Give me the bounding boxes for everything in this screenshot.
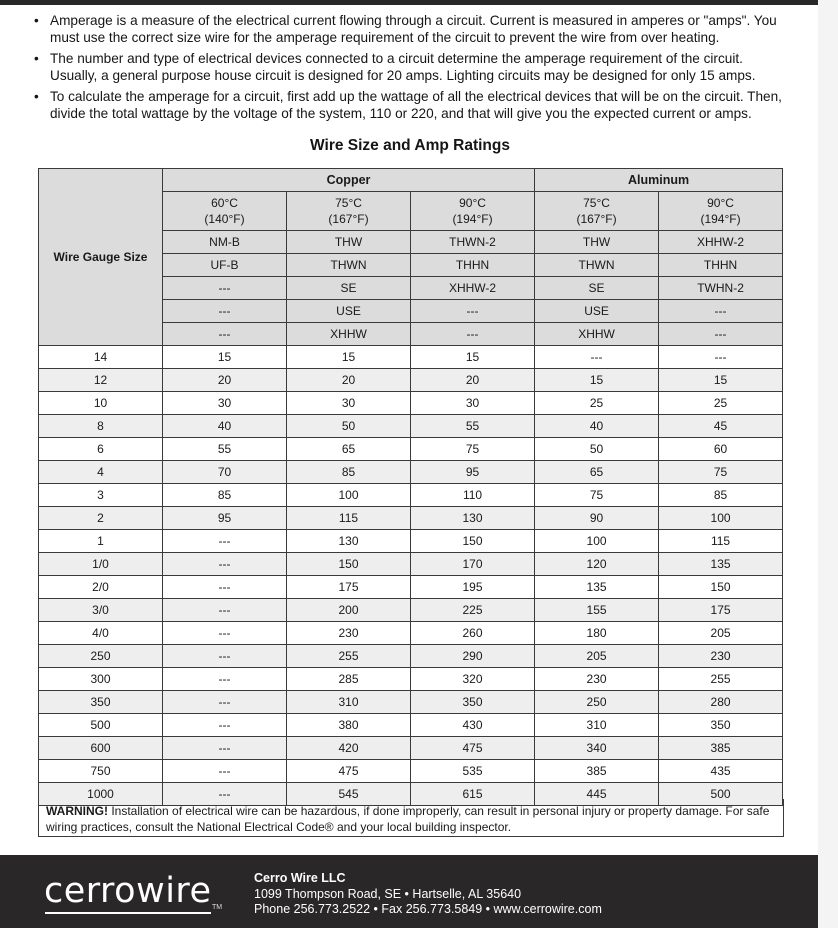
ampacity-cell: 15 [287,346,411,369]
table-title: Wire Size and Amp Ratings [310,137,510,154]
gauge-cell: 2 [39,507,163,530]
bullet-text: To calculate the amperage for a circuit, first add up the wattage of all the electrical devices that will be on the circuit. Then, divide the total wattage by the voltage of the system, 110 or 220, and that will give you the expected current or amps. [50,89,782,121]
ampacity-cell: 100 [659,507,783,530]
insulation-type-cell: --- [659,300,783,323]
ampacity-cell: 380 [287,714,411,737]
ampacity-cell: 115 [659,530,783,553]
ampacity-cell: 135 [659,553,783,576]
ampacity-cell: 50 [535,438,659,461]
warning-label: WARNING! [46,804,108,818]
insulation-type-cell: --- [411,323,535,346]
table-row [39,714,783,737]
ampacity-cell: 100 [535,530,659,553]
ampacity-cell: 15 [535,369,659,392]
insulation-type-cell: THWN [535,254,659,277]
company-name: Cerro Wire LLC [254,871,346,885]
ampacity-cell: 55 [411,415,535,438]
ampacity-cell: 535 [411,760,535,783]
ampacity-cell: 285 [287,668,411,691]
temperature-rating-cell [163,192,287,231]
ampacity-cell: 95 [411,461,535,484]
ampacity-cell: 110 [411,484,535,507]
ampacity-cell: 175 [659,599,783,622]
ampacity-cell: 445 [535,783,659,806]
bullet-dot-icon: • [34,51,39,66]
ampacity-cell: 25 [535,392,659,415]
insulation-type-cell: NM-B [163,231,287,254]
bullet-text: The number and type of electrical devices connected to a circuit determine the amperage requirement of the circuit. Usually, a general purpose house circuit is designed for 20 amps. Lighting circuits may be designed for only 15 amps. [50,51,756,83]
ampacity-cell: 95 [163,507,287,530]
gauge-cell: 2/0 [39,576,163,599]
insulation-type-cell: USE [287,300,411,323]
warning-note [38,799,784,837]
table-row [39,576,783,599]
intro-bullet-list [32,12,788,126]
ampacity-cell: 545 [287,783,411,806]
ampacity-cell: 615 [411,783,535,806]
ampacity-cell: 200 [287,599,411,622]
table-row [39,760,783,783]
insulation-type-cell: THWN [287,254,411,277]
table-row [39,668,783,691]
ampacity-cell: --- [163,553,287,576]
footer [0,855,818,928]
temperature-rating-cell [535,192,659,231]
table-row [39,392,783,415]
table-row [39,369,783,392]
ampacity-cell: 230 [535,668,659,691]
ampacity-cell: 135 [535,576,659,599]
ampacity-cell: --- [163,783,287,806]
table-row [39,599,783,622]
ampacity-cell: --- [163,645,287,668]
insulation-type-cell: THW [535,231,659,254]
table-row [39,622,783,645]
insulation-type-cell: XHHW-2 [659,231,783,254]
logo-underline [45,912,211,914]
amp-ratings-table [38,168,783,806]
bullet-item [32,50,788,84]
temp-celsius: 90°C [707,196,734,210]
insulation-type-cell: XHHW [287,323,411,346]
ampacity-cell: 85 [287,461,411,484]
ampacity-cell: 205 [659,622,783,645]
ampacity-cell: 130 [287,530,411,553]
ampacity-cell: 70 [163,461,287,484]
table-row [39,415,783,438]
ampacity-cell: 155 [535,599,659,622]
ampacity-cell: 15 [411,346,535,369]
ampacity-cell: 250 [535,691,659,714]
temperature-rating-cell [287,192,411,231]
aluminum-header: Aluminum [535,169,783,192]
ampacity-cell: 30 [287,392,411,415]
ampacity-cell: 255 [659,668,783,691]
ampacity-cell: --- [163,530,287,553]
insulation-type-cell: THW [287,231,411,254]
ampacity-cell: 40 [163,415,287,438]
ampacity-cell: --- [659,346,783,369]
bullet-dot-icon: • [34,89,39,104]
ampacity-cell: 205 [535,645,659,668]
table-row [39,553,783,576]
temp-fahrenheit: (167°F) [328,212,369,226]
ampacity-cell: 350 [659,714,783,737]
bullet-text: Amperage is a measure of the electrical current flowing through a circuit. Current is measured in amperes or "amps". You must use the correct size wire for the amperage requirement of the circuit to prevent the wire from over heating. [50,13,777,45]
table-row [39,484,783,507]
temp-celsius: 75°C [583,196,610,210]
gauge-cell: 600 [39,737,163,760]
insulation-type-cell: --- [163,277,287,300]
temp-fahrenheit: (194°F) [700,212,741,226]
ampacity-cell: 25 [659,392,783,415]
ampacity-rows [39,346,783,806]
table-row [39,530,783,553]
ampacity-cell: 420 [287,737,411,760]
table-row [39,438,783,461]
ampacity-cell: 20 [163,369,287,392]
gauge-cell: 1 [39,530,163,553]
ampacity-cell: 175 [287,576,411,599]
ampacity-cell: --- [163,668,287,691]
insulation-type-cell: SE [287,277,411,300]
insulation-type-cell: THWN-2 [411,231,535,254]
ampacity-cell: 65 [287,438,411,461]
ampacity-cell: 115 [287,507,411,530]
page-edge [818,0,838,928]
top-dark-bar [0,0,818,5]
gauge-cell: 14 [39,346,163,369]
gauge-cell: 250 [39,645,163,668]
ampacity-cell: 45 [659,415,783,438]
gauge-cell: 1000 [39,783,163,806]
ampacity-cell: 55 [163,438,287,461]
ampacity-cell: 30 [163,392,287,415]
temp-fahrenheit: (167°F) [576,212,617,226]
gauge-cell: 1/0 [39,553,163,576]
insulation-type-cell: TWHN-2 [659,277,783,300]
ampacity-cell: --- [535,346,659,369]
ampacity-cell: 65 [535,461,659,484]
ampacity-cell: 475 [287,760,411,783]
ampacity-cell: 280 [659,691,783,714]
gauge-cell: 300 [39,668,163,691]
gauge-cell: 3 [39,484,163,507]
ampacity-cell: 475 [411,737,535,760]
gauge-cell: 500 [39,714,163,737]
ampacity-cell: 225 [411,599,535,622]
ampacity-cell: 195 [411,576,535,599]
ampacity-cell: 230 [287,622,411,645]
ampacity-cell: 120 [535,553,659,576]
table-row [39,691,783,714]
ampacity-cell: 75 [411,438,535,461]
temperature-rating-cell [659,192,783,231]
insulation-type-cell: --- [163,323,287,346]
ampacity-cell: 85 [163,484,287,507]
insulation-type-cell: SE [535,277,659,300]
ampacity-cell: 20 [411,369,535,392]
gauge-cell: 3/0 [39,599,163,622]
ampacity-cell: 435 [659,760,783,783]
ampacity-cell: --- [163,714,287,737]
temperature-rating-cell [411,192,535,231]
ampacity-cell: --- [163,737,287,760]
ampacity-cell: --- [163,760,287,783]
ampacity-cell: 150 [411,530,535,553]
ampacity-cell: --- [163,576,287,599]
ampacity-cell: 90 [535,507,659,530]
table-row [39,507,783,530]
ampacity-cell: 320 [411,668,535,691]
ampacity-cell: 340 [535,737,659,760]
ampacity-cell: 150 [287,553,411,576]
ampacity-cell: --- [163,599,287,622]
ampacity-cell: 100 [287,484,411,507]
ampacity-cell: 310 [535,714,659,737]
temp-fahrenheit: (140°F) [204,212,245,226]
ampacity-cell: 75 [659,461,783,484]
ampacity-cell: --- [163,691,287,714]
table-row [39,645,783,668]
ampacity-cell: 40 [535,415,659,438]
ampacity-cell: 500 [659,783,783,806]
ampacity-cell: 430 [411,714,535,737]
ampacity-cell: 180 [535,622,659,645]
gauge-cell: 6 [39,438,163,461]
temp-celsius: 60°C [211,196,238,210]
insulation-type-cell: UF-B [163,254,287,277]
ampacity-cell: 385 [659,737,783,760]
ampacity-cell: 290 [411,645,535,668]
ampacity-cell: 15 [163,346,287,369]
insulation-type-cell: XHHW [535,323,659,346]
bullet-item [32,12,788,46]
company-address: 1099 Thompson Road, SE • Hartselle, AL 35640 [254,886,522,901]
gauge-cell: 4/0 [39,622,163,645]
ampacity-cell: 60 [659,438,783,461]
table-row [39,737,783,760]
wire-gauge-size-header: Wire Gauge Size [39,169,163,346]
insulation-type-cell: XHHW-2 [411,277,535,300]
ampacity-cell: --- [163,622,287,645]
gauge-cell: 8 [39,415,163,438]
ampacity-cell: 20 [287,369,411,392]
ampacity-cell: 385 [535,760,659,783]
gauge-cell: 10 [39,392,163,415]
ampacity-cell: 350 [411,691,535,714]
ampacity-cell: 50 [287,415,411,438]
temp-celsius: 90°C [459,196,486,210]
ampacity-cell: 85 [659,484,783,507]
gauge-cell: 4 [39,461,163,484]
table-row [39,461,783,484]
bullet-dot-icon: • [34,13,39,28]
insulation-type-cell: THHN [411,254,535,277]
gauge-cell: 750 [39,760,163,783]
table-header [39,169,783,346]
insulation-type-cell: THHN [659,254,783,277]
company-contact: Phone 256.773.2522 • Fax 256.773.5849 • www.cerrowire.com [254,902,602,916]
copper-header: Copper [163,169,535,192]
insulation-type-cell: --- [411,300,535,323]
ampacity-cell: 255 [287,645,411,668]
insulation-type-cell: --- [163,300,287,323]
ampacity-cell: 130 [411,507,535,530]
insulation-type-cell: --- [659,323,783,346]
ampacity-cell: 230 [659,645,783,668]
ampacity-cell: 75 [535,484,659,507]
cerrowire-logo: cerrowire [44,871,212,911]
company-info [254,871,602,918]
temp-fahrenheit: (194°F) [452,212,493,226]
ampacity-cell: 260 [411,622,535,645]
warning-text: Installation of electrical wire can be hazardous, if done improperly, can result in personal injury or property damage. For safe wiring practices, consult the National Electrical Code® and your local building inspector. [46,804,770,834]
gauge-cell: 350 [39,691,163,714]
insulation-type-cell: USE [535,300,659,323]
ampacity-cell: 150 [659,576,783,599]
bullet-item [32,88,788,122]
ampacity-cell: 30 [411,392,535,415]
trademark-mark: TM [212,904,223,911]
table-row [39,346,783,369]
ampacity-cell: 310 [287,691,411,714]
gauge-cell: 12 [39,369,163,392]
ampacity-cell: 15 [659,369,783,392]
ampacity-cell: 170 [411,553,535,576]
temp-celsius: 75°C [335,196,362,210]
